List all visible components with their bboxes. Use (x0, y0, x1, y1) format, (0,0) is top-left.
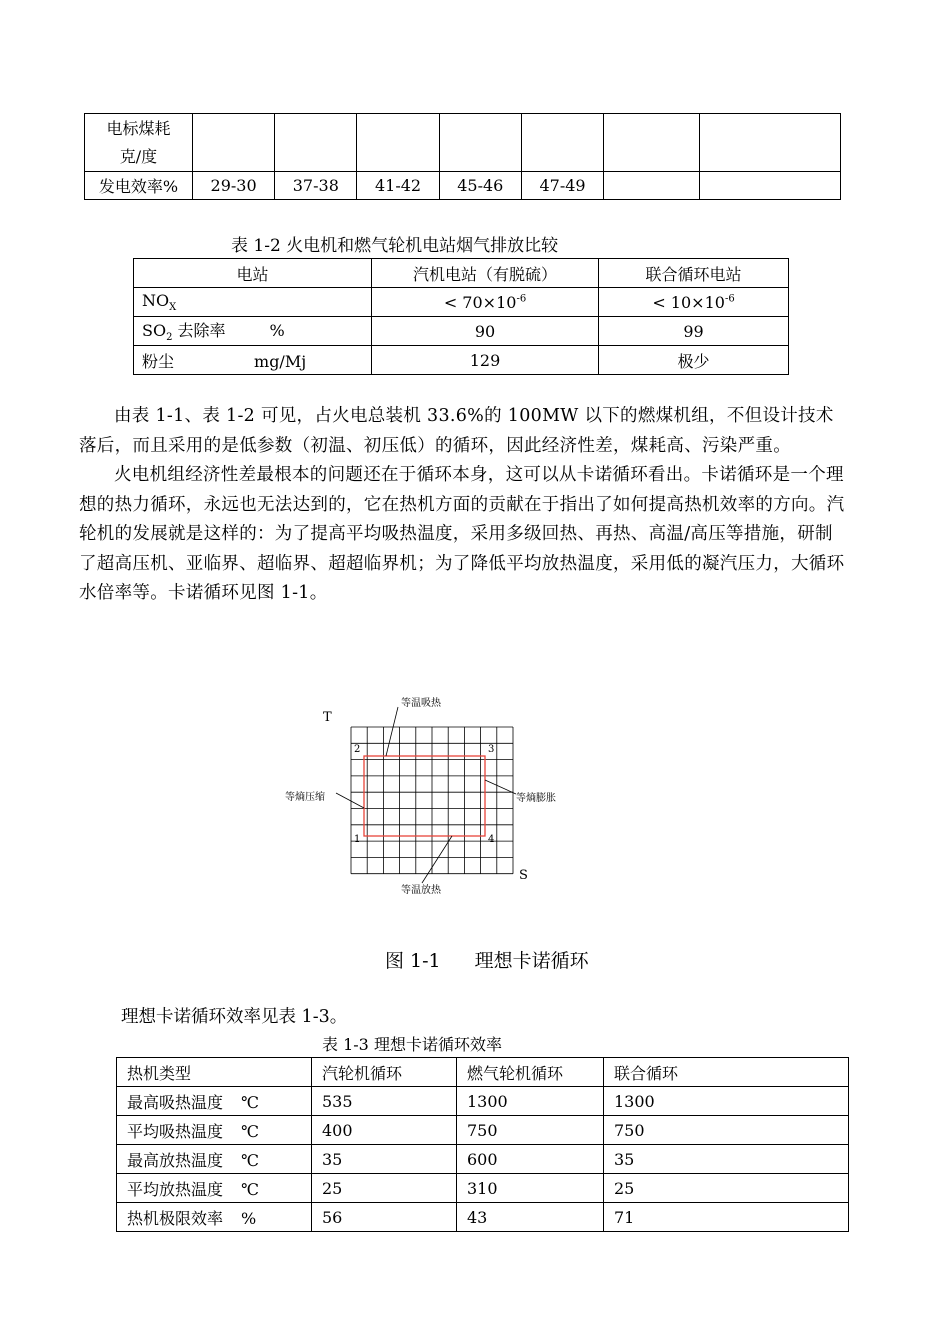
point-label-3: 3 (488, 744, 495, 755)
table-cell (357, 114, 439, 172)
table-cell (521, 114, 603, 172)
coal-efficiency-table (84, 113, 841, 200)
table-cell: 43 (457, 1203, 604, 1232)
table-cell: 29-30 (192, 172, 274, 200)
table-caption: 表 1-2 火电机和燃气轮机电站烟气排放比较 (231, 236, 559, 256)
table-row (117, 1116, 849, 1145)
axis-label-t: T (323, 710, 332, 725)
table-row (134, 317, 789, 346)
table-header: 联合循环电站 (599, 259, 789, 288)
table-cell: 1300 (604, 1087, 849, 1116)
label-isothermal-heat-absorption: 等温吸热 (401, 698, 441, 709)
table-cell: 310 (457, 1174, 604, 1203)
table-header: 热机类型 (117, 1058, 312, 1087)
table-cell-label: 平均吸热温度 ℃ (117, 1116, 312, 1145)
table-header: 燃气轮机循环 (457, 1058, 604, 1087)
table-cell-label: $NO_X$ (134, 288, 372, 317)
table-cell: 25 (604, 1174, 849, 1203)
table-cell: 45-46 (439, 172, 521, 200)
table-cell-label: 平均放热温度 ℃ (117, 1174, 312, 1203)
table-cell (192, 114, 274, 172)
table-header-row (117, 1058, 849, 1087)
leader-line (386, 707, 398, 756)
table-header: 汽机电站（有脱硫） (372, 259, 599, 288)
lead-line: 理想卡诺循环效率见表 1-3。 (121, 1007, 348, 1027)
table-header: 联合循环 (604, 1058, 849, 1087)
table-row (117, 1174, 849, 1203)
table-row (85, 172, 841, 200)
table-cell: 535 (312, 1087, 457, 1116)
table-cell: 90 (372, 317, 599, 346)
table-cell-label: 粉尘 mg/Mj (134, 346, 372, 375)
table-row (117, 1145, 849, 1174)
table-cell: 37-38 (275, 172, 357, 200)
table-cell: 41-42 (357, 172, 439, 200)
axis-label-s: S (519, 868, 528, 883)
table-cell: 25 (312, 1174, 457, 1203)
label-isothermal-heat-rejection: 等温放热 (401, 885, 441, 896)
figure-caption-number: 图 1-1 (385, 950, 441, 972)
paragraph: 由表 1-1、表 1-2 可见，占火电总装机 33.6%的 100MW 以下的燃煤机组，不但设计技术落后，而且采用的是低参数（初温、初压低）的循环，因此经济性差，煤耗高、污染严重。 (79, 406, 834, 456)
table-cell-label: $SO_2$ 去除率 % (134, 317, 372, 346)
table-cell: 71 (604, 1203, 849, 1232)
table-row (117, 1087, 849, 1116)
point-label-1: 1 (354, 834, 361, 845)
table-cell: 600 (457, 1145, 604, 1174)
table-cell: 35 (312, 1145, 457, 1174)
table-cell: < $70\times 10^{-6}$ (372, 288, 599, 317)
table-cell: < $10\times 10^{-6}$ (599, 288, 789, 317)
figure-caption-text: 理想卡诺循环 (474, 950, 589, 972)
table-cell: 400 (312, 1116, 457, 1145)
table-cell (604, 114, 700, 172)
table-row (85, 114, 841, 172)
table-cell (275, 114, 357, 172)
table-caption: 表 1-3 理想卡诺循环效率 (322, 1035, 502, 1054)
figure-caption (385, 946, 589, 973)
table-cell: 1300 (457, 1087, 604, 1116)
table-cell: 750 (604, 1116, 849, 1145)
table-cell (699, 114, 840, 172)
table-cell-label: 最高吸热温度 ℃ (117, 1087, 312, 1116)
table-cell: 35 (604, 1145, 849, 1174)
leader-line (336, 793, 364, 808)
table-header: 汽轮机循环 (312, 1058, 457, 1087)
carnot-cycle-path (364, 756, 485, 836)
body-text (79, 402, 849, 609)
table-cell: 750 (457, 1116, 604, 1145)
table-cell: 47-49 (521, 172, 603, 200)
table-cell-label: 热机极限效率 % (117, 1203, 312, 1232)
point-label-4: 4 (488, 834, 495, 845)
leader-line (422, 836, 452, 883)
table-header: 电站 (134, 259, 372, 288)
table-cell: 129 (372, 346, 599, 375)
table-cell: 极少 (599, 346, 789, 375)
table-cell-label: 发电效率% (85, 172, 193, 200)
paragraph: 火电机组经济性差最根本的问题还在于循环本身，这可以从卡诺循环看出。卡诺循环是一个理想的热力循环，永远也无法达到的，它在热机方面的贡献在于指出了如何提高热机效率的方向。汽轮机的发展就是这样的：为了提高平均吸热温度，采用多级回热、再热、高温/高压等措施，研制了超高压机、亚临界、超临界、超超临界机；为了降低平均放热温度，采用低的凝汽压力，大循环水倍率等。卡诺循环见图 1-1。 (79, 465, 845, 603)
table-cell (439, 114, 521, 172)
table-header-row (134, 259, 789, 288)
carnot-efficiency-table (116, 1057, 849, 1232)
table-cell-label: 电标煤耗 克/度 (85, 114, 193, 172)
emission-table (133, 258, 789, 375)
table-row (134, 346, 789, 375)
table-cell (699, 172, 840, 200)
table-cell: 56 (312, 1203, 457, 1232)
table-cell (604, 172, 700, 200)
table-cell-label: 最高放热温度 ℃ (117, 1145, 312, 1174)
table-row (134, 288, 789, 317)
label-isentropic-compression: 等熵压缩 (285, 792, 325, 803)
table-row (117, 1203, 849, 1232)
table-cell: 99 (599, 317, 789, 346)
label-isentropic-expansion: 等熵膨胀 (516, 793, 556, 804)
point-label-2: 2 (354, 744, 361, 755)
carnot-cycle-figure (270, 690, 560, 905)
